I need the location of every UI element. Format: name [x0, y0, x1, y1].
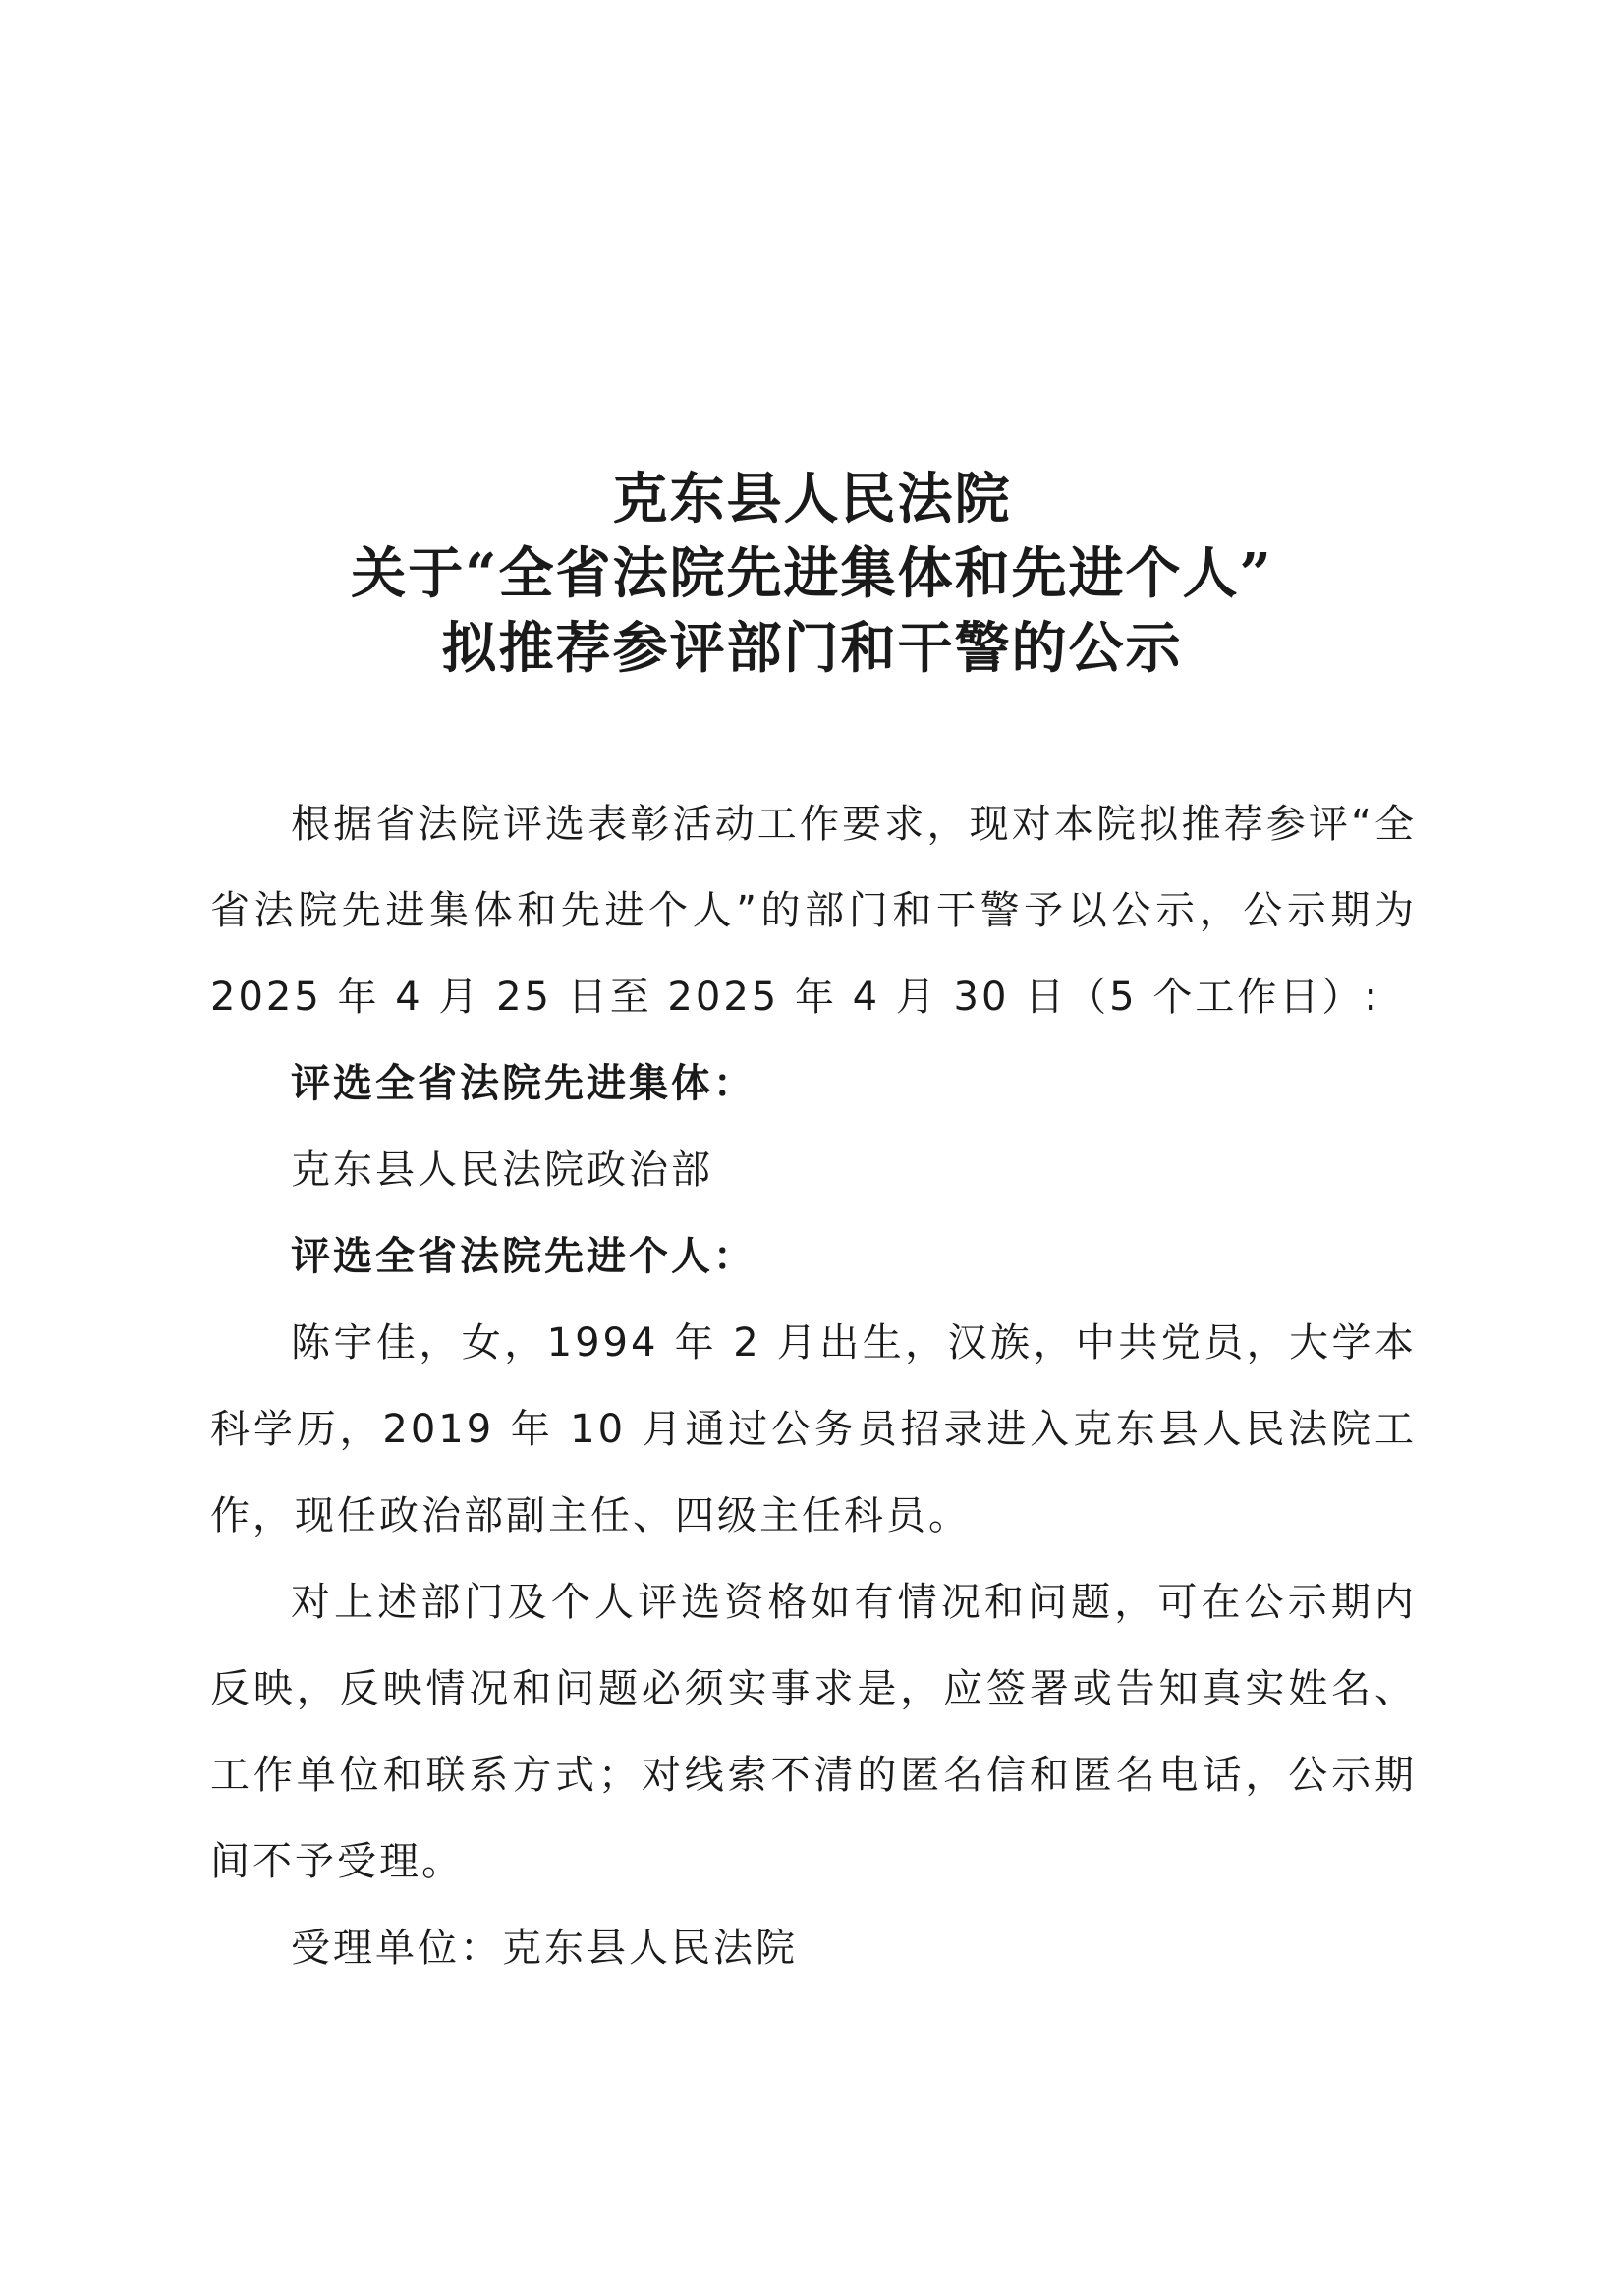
individual-heading: 评选全省法院先进个人： — [291, 1234, 756, 1279]
collective-heading: 评选全省法院先进集体： — [291, 1061, 756, 1106]
collective-name: 克东县人民法院政治部 — [291, 1147, 713, 1193]
title-line-2: 关于“全省法院先进集体和先进个人” — [351, 541, 1273, 606]
document-body — [210, 781, 1417, 1991]
individual-description: 陈宇佳，女，1994 年 2 月出生，汉族，中共党员，大学本科学历，2019 年 10 月通过公务员招录进入克东县人民法院工作，现任政治部副主任、四级主任科员。 — [210, 1320, 1417, 1538]
notice-paragraph: 对上述部门及个人评选资格如有情况和问题，可在公示期内反映，反映情况和问题必须实事求是，应签署或告知真实姓名、工作单位和联系方式；对线索不清的匿名信和匿名电话，公示期间不予受理。 — [210, 1580, 1417, 1884]
title-line-3: 拟推荐参评部门和干警的公示 — [441, 616, 1183, 681]
document-title — [0, 462, 1624, 686]
title-line-1: 克东县人民法院 — [612, 467, 1012, 531]
intro-paragraph: 根据省法院评选表彰活动工作要求，现对本院拟推荐参评“全省法院先进集体和先进个人”的部门和干警予以公示，公示期为 2025 年 4 月 25 日至 2025 年 4 月 30 日（5 个工作日）: — [210, 802, 1417, 1020]
accepting-unit: 受理单位：克东县人民法院 — [291, 1926, 798, 1971]
